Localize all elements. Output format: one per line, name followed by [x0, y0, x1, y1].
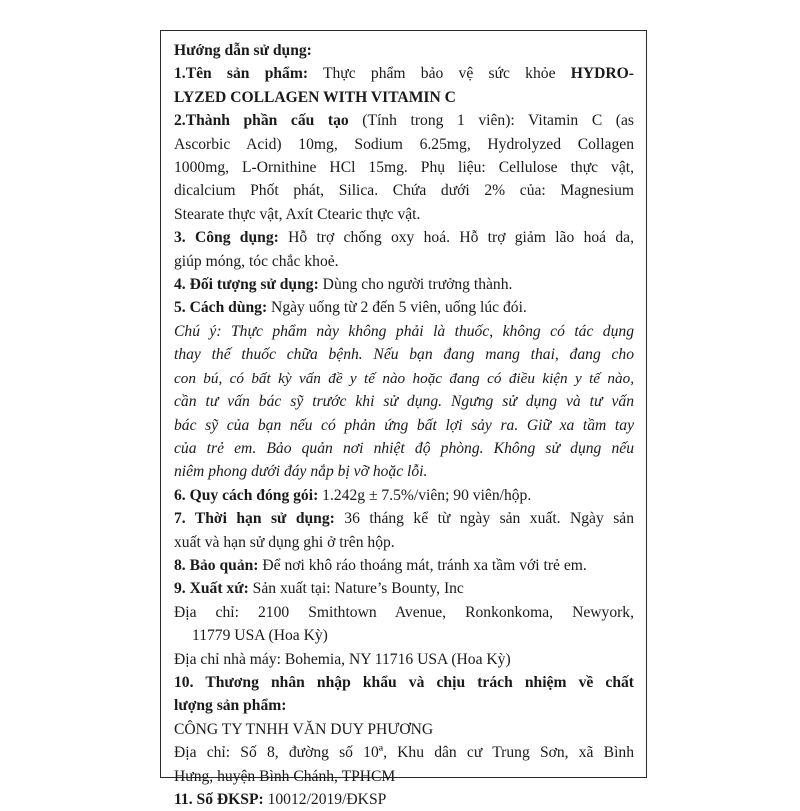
section-uses — [174, 226, 634, 249]
note-line-6: của trẻ em. Bảo quản nơi nhiệt độ phòng. Không sử dụng nếu — [174, 439, 634, 457]
ingredients-line-1: (Tính trong 1 viên): Vitamin C (as — [348, 112, 634, 130]
product-name-label: 1.Tên sản phẩm: — [174, 65, 309, 83]
factory-address: Địa chỉ nhà máy: Bohemia, NY 11716 USA (Hoa Kỳ) — [174, 650, 511, 668]
uses-label: 3. Công dụng: — [174, 229, 279, 247]
note-line-4: cần tư vấn bác sỹ trước khi sử dụng. Ngưng sử dụng và tư vấn — [174, 393, 634, 411]
product-name-bold-2: LYZED COLLAGEN WITH VITAMIN C — [174, 88, 456, 106]
ingredients-line-5: Stearate thực vật, Axít Ctearic thực vật. — [174, 205, 421, 223]
section-product-name — [174, 62, 634, 85]
note-line-2: thay thế thuốc chữa bệnh. Nếu bạn đang mang thai, đang cho — [174, 346, 634, 364]
origin-label: 9. Xuất xứ: — [174, 580, 249, 598]
section-storage — [174, 554, 634, 577]
usage-text: Ngày uống từ 2 đến 5 viên, uống lúc đói. — [267, 299, 527, 317]
ingredients-line-3: 1000mg, L-Ornithine HCl 15mg. Phụ liệu: Cellulose thực vật, — [174, 159, 634, 177]
uses-line-2: giúp móng, tóc chắc khoẻ. — [174, 252, 339, 270]
ingredients-line-2: Ascorbic Acid) 10mg, Sodium 6.25mg, Hydrolyzed Collagen — [174, 135, 634, 153]
origin-address-line-1: Địa chỉ: 2100 Smithtown Avenue, Ronkonkoma, Newyork, — [174, 603, 634, 621]
storage-text: Để nơi khô ráo thoáng mát, tránh xa tầm với trẻ em. — [258, 556, 587, 574]
section-ingredients — [174, 109, 634, 132]
section-packaging — [174, 484, 634, 507]
importer-company: CÔNG TY TNHH VĂN DUY PHƯƠNG — [174, 720, 434, 738]
origin-text: Sản xuất tại: Nature’s Bounty, Inc — [248, 580, 464, 598]
ingredients-label: 2.Thành phần cấu tạo — [174, 112, 349, 130]
target-users-text: Dùng cho người trưởng thành. — [318, 276, 513, 294]
registration-number: 10012/2019/ĐKSP — [263, 791, 387, 808]
target-users-label: 4. Đối tượng sử dụng: — [174, 276, 319, 294]
note-line-7: niêm phong dưới đáy nắp bị vỡ hoặc lỗi. — [174, 463, 428, 481]
ingredients-line-4: dicalcium Phốt phát, Silica. Chứa dưới 2% của: Magnesium — [174, 182, 634, 200]
instructions-label — [160, 30, 647, 808]
shelf-life-line-1: 36 tháng kể từ ngày sản xuất. Ngày sản — [334, 510, 635, 528]
importer-address-line-1: Địa chỉ: Số 8, đường số 10ª, Khu dân cư Trung Sơn, xã Bình — [174, 744, 634, 762]
section-origin — [174, 577, 634, 600]
section-shelf-life — [174, 507, 634, 530]
product-name-bold-1: HYDRO- — [570, 65, 634, 83]
packaging-text: 1.242g ± 7.5%/viên; 90 viên/hộp. — [318, 486, 532, 504]
importer-label-line-2: lượng sản phẩm: — [174, 697, 287, 715]
origin-address-line-2: 11779 USA (Hoa Kỳ) — [192, 627, 328, 645]
label-header: Hướng dẫn sử dụng: — [174, 42, 312, 59]
storage-label: 8. Bảo quản: — [174, 556, 259, 574]
usage-label: 5. Cách dùng: — [174, 299, 268, 317]
note-line-1: Chú ý: Thực phẩm này không phải là thuốc, không có tác dụng — [174, 322, 634, 340]
uses-line-1: Hỗ trợ chống oxy hoá. Hỗ trợ giảm lão hoá da, — [278, 229, 634, 247]
section-registration — [174, 788, 634, 811]
shelf-life-label: 7. Thời hạn sử dụng: — [174, 510, 335, 528]
packaging-label: 6. Quy cách đóng gói: — [174, 486, 319, 504]
shelf-life-line-2: xuất và hạn sử dụng ghi ở trên hộp. — [174, 533, 395, 551]
note-line-5: bác sỹ của bạn nếu có phản ứng bất lợi sảy ra. Giữ xa tầm tay — [174, 416, 634, 434]
registration-label: 11. Số ĐKSP: — [174, 791, 264, 808]
importer-label-line-1: 10. Thương nhân nhập khẩu và chịu trách nhiệm về chất — [174, 673, 634, 691]
section-target-users — [174, 273, 634, 296]
section-usage — [174, 296, 634, 319]
importer-address-line-2: Hưng, huyện Bình Chánh, TPHCM — [174, 767, 396, 785]
note-line-3: con bú, có bất kỳ vấn đề y tế nào hoặc đang có điều kiện y tế nào, — [174, 369, 634, 387]
product-name-text: Thực phẩm bảo vệ sức khỏe — [308, 65, 571, 83]
